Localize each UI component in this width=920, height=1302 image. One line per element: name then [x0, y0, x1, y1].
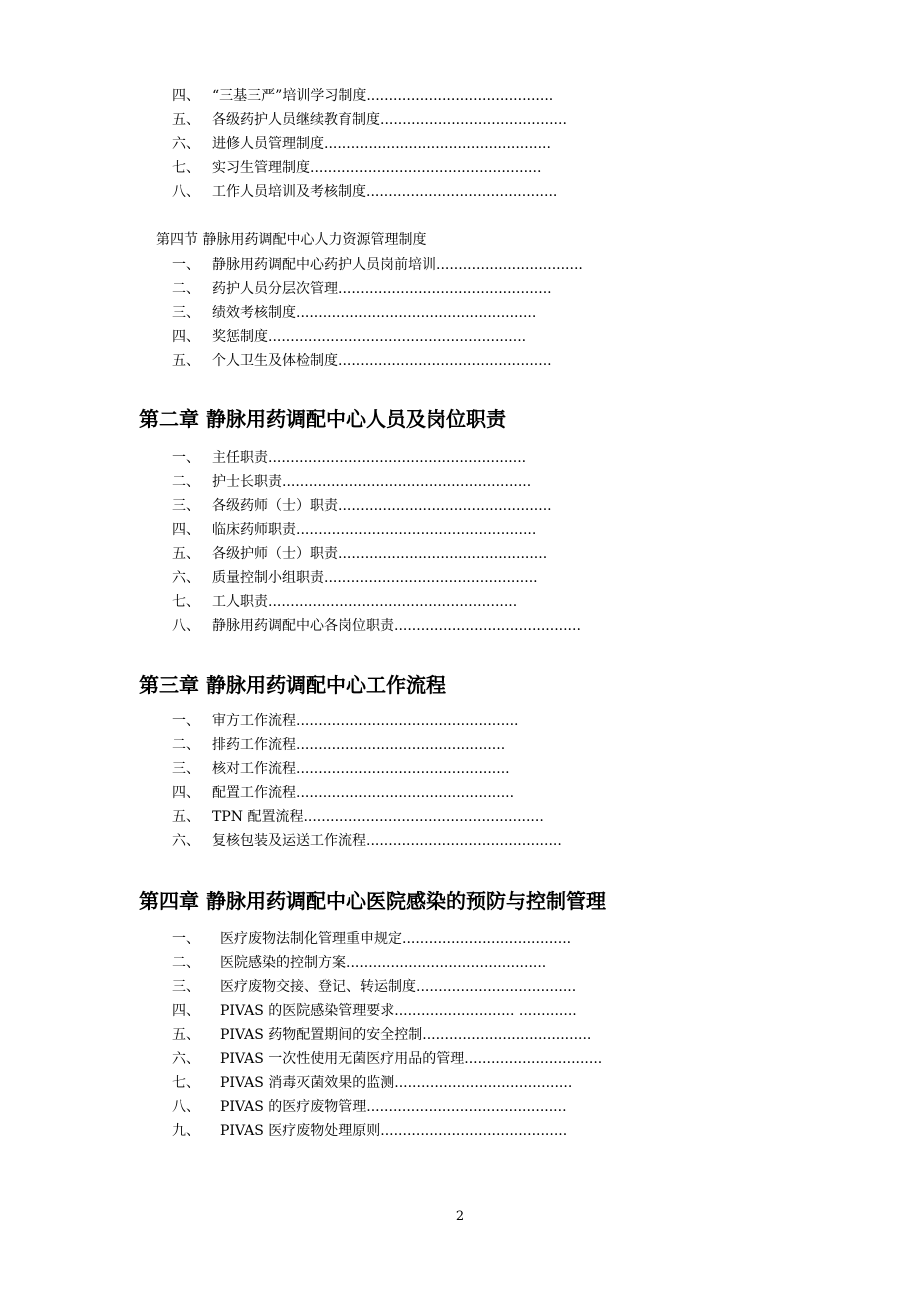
section-title: 第四节 静脉用药调配中心人力资源管理制度	[156, 232, 427, 248]
chapter-heading: 第二章 静脉用药调配中心人员及岗位职责	[139, 407, 506, 431]
document-page: 四、 “三基三严”培训学习制度.......................................... 五、 各级药护人员继续教育制度.......................................... 六、 进修人员管理制度................................................... 七、 实习生管理制度.................................................... 八、 工作人员培训及考核制度........................................... 第四节 静脉用药调配中心人力资源管理制度 一、 静脉用药调配中心药护人员岗前培训................................. 二、 药护人员分层次管理................................................ 三、 绩效考核制度...................................................... 四、 奖惩制度.......................................................... 五、 个人卫生及体检制度................................................ 第二章 静脉用药调配中心人员及岗位职责 一、 主任职责.......................................................... 二、 护士长职责........................................................ 三、 各级药师（士）职责................................................ 四、 临床药师职责...................................................... 五、 各级护师（士）职责............................................... 六、 质量控制小组职责................................................ 七、 工人职责........................................................ 八、 静脉用药调配中心各岗位职责.......................................... 第三章 静脉用药调配中心工作流程 一、 审方工作流程.................................................. 二、 排药工作流程............................................... 三、 核对工作流程................................................ 四、 配置工作流程................................................. 五、 TPN 配置流程...................................................... 六、 复核包装及运送工作流程............................................ 第四章 静脉用药调配中心医院感染的预防与控制管理 一、 医疗废物法制化管理重申规定...................................... 二、 医院感染的控制方案............................................. 三、 医疗废物交接、登记、转运制度.................................... 四、 PIVAS 的医院感染管理要求........................... ............. 五、 PIVAS 药物配置期间的安全控制...................................... 六、 PIVAS 一次性使用无菌医疗用品的管理............................... 七、 PIVAS 消毒灭菌效果的监测........................................ 八、 PIVAS 的医疗废物管理............................................. 九、 PIVAS 医疗废物处理原则.......................................... 2	[0, 0, 920, 1302]
page-number: 2	[455, 1209, 465, 1224]
chapter-heading: 第四章 静脉用药调配中心医院感染的预防与控制管理	[139, 889, 606, 913]
chapter-heading: 第三章 静脉用药调配中心工作流程	[139, 673, 446, 697]
